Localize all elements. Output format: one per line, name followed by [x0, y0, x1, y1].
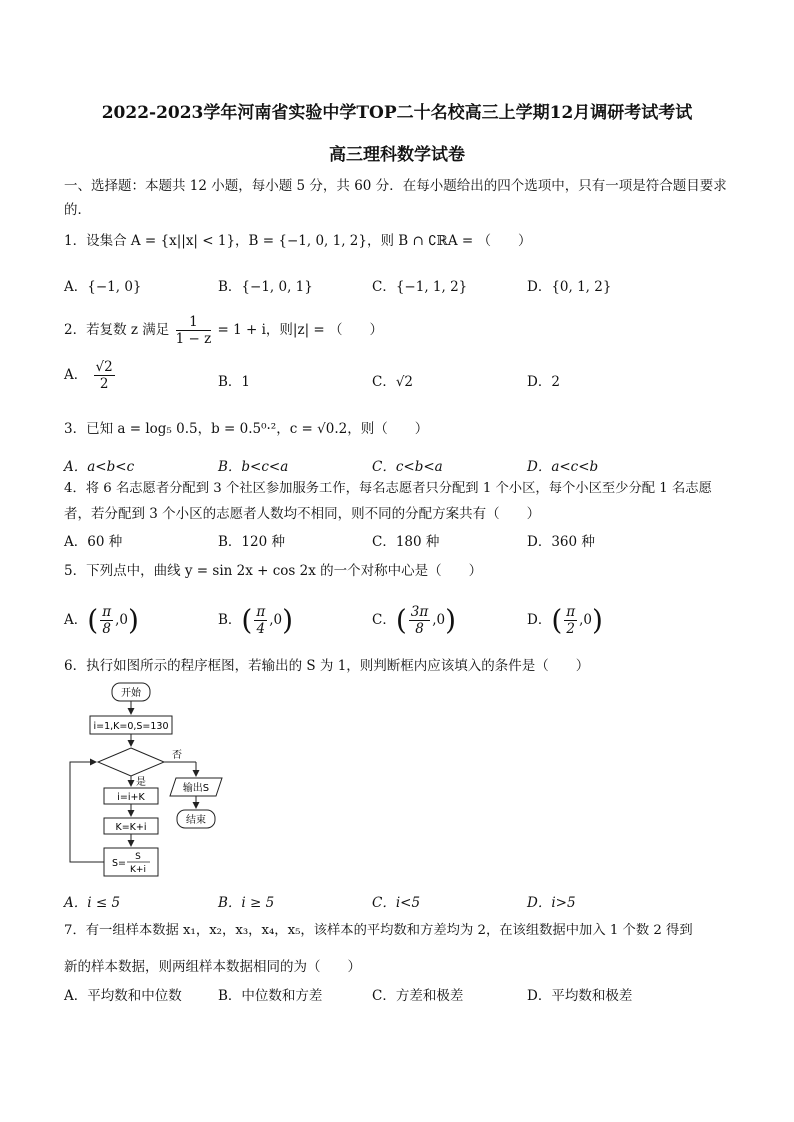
q5-option-d-lparen: (: [551, 603, 563, 637]
q3-option-c: C．c<b<a: [372, 459, 443, 475]
q5-option-a-fraction: [100, 604, 113, 637]
q6-option-c: C．i<5: [372, 895, 421, 911]
q4-option-c: C．180 种: [372, 534, 440, 550]
q2-stem-post: = 1 + i，则|z| = （ ）: [217, 322, 384, 338]
q6-option-b: B．i ≥ 5: [218, 895, 275, 911]
q2-option-b: B．1: [218, 374, 251, 390]
q5-option-c-lparen: (: [395, 603, 407, 637]
q5-option-a-lparen: (: [87, 603, 99, 637]
q5-option-b-rparen: ): [282, 603, 294, 637]
flow-output-label: 输出S: [182, 783, 210, 794]
flow-step2-label: K=K+i: [115, 822, 147, 833]
q5-option-b-label: B．: [218, 612, 242, 628]
q4-option-b: B．120 种: [218, 534, 285, 550]
q6-stem: 6．执行如图所示的程序框图，若输出的 S 为 1，则判断框内应该填入的条件是（ ）: [64, 658, 590, 674]
q5-option-b-lparen: (: [241, 603, 253, 637]
q3-option-b: B．b<c<a: [218, 459, 289, 475]
q5-option-c-zero: ,0: [432, 612, 446, 628]
q2-stem: [64, 313, 383, 347]
q5-option-a-rparen: ): [127, 603, 139, 637]
q7-option-d: D．平均数和极差: [527, 988, 633, 1004]
q5-option-d-rparen: ): [592, 603, 603, 637]
exam-title-line1: 2022-2023学年河南省实验中学TOP二十名校高三上学期12月调研考试考试: [101, 103, 693, 123]
q5-option-d-num: π: [566, 604, 576, 620]
q5-option-d-den: 2: [566, 621, 575, 637]
q6-option-d: D．i>5: [527, 895, 576, 911]
flow-no-label: 否: [172, 750, 182, 761]
q2-option-a-label: A．: [64, 367, 88, 383]
q2-option-a-den: 2: [99, 376, 109, 392]
q5-option-a-zero: ,0: [115, 612, 128, 628]
q5-option-a: [64, 601, 139, 640]
q1-option-a: A．{−1, 0}: [64, 279, 142, 295]
q5-option-d: [527, 601, 603, 640]
q5-option-d-zero: ,0: [579, 612, 593, 628]
q5-option-a-den: 8: [102, 621, 111, 637]
q6-flowchart: [64, 680, 284, 880]
q5-option-c: [372, 601, 456, 640]
q2-option-a-fraction: [94, 359, 115, 392]
q4-option-a: A．60 种: [64, 534, 123, 550]
q5-option-a-label: A．: [64, 612, 88, 628]
q5-option-c-num: 3π: [410, 604, 429, 620]
flow-yes-label: 是: [136, 777, 146, 788]
q1-stem: 1．设集合 A = {x||x| < 1}，B = {−1, 0, 1, 2}，则 B ∩ ∁ℝA = （ ）: [64, 233, 532, 249]
q6-option-a: A．i ≤ 5: [64, 895, 121, 911]
q2-option-c: C．√2: [372, 374, 414, 390]
q5-stem: 5．下列点中，曲线 y = sin 2x + cos 2x 的一个对称中心是（ ）: [64, 563, 483, 579]
q2-fraction: [176, 314, 212, 347]
q2-option-d: D．2: [527, 374, 560, 390]
q7-option-c: C．方差和极差: [372, 988, 464, 1004]
q5-option-b-num: π: [256, 604, 266, 620]
q7-option-a: A．平均数和中位数: [64, 988, 182, 1004]
q4-stem-line1: 4．将 6 名志愿者分配到 3 个社区参加服务工作，每名志愿者只分配到 1 个小区，每个小区至少分配 1 名志愿: [64, 481, 712, 496]
flow-init-label: i=1,K=0,S=130: [93, 721, 169, 732]
q7-stem-line2: 新的样本数据，则两组样本数据相同的为（ ）: [64, 959, 361, 975]
q5-option-d-fraction: [564, 604, 577, 637]
q2-frac-den: 1 − z: [175, 331, 212, 347]
q5-option-c-rparen: ): [445, 603, 457, 637]
flow-start-label: 开始: [121, 688, 141, 699]
q5-option-c-den: 8: [415, 621, 424, 637]
flow-step3-num: S: [135, 852, 141, 862]
q5-option-b: [218, 601, 293, 640]
q2-option-a-num: √2: [95, 359, 113, 375]
q1-option-c: C．{−1, 1, 2}: [372, 279, 468, 295]
q5-option-a-num: π: [102, 604, 112, 620]
section-intro-line1: 一、选择题：本题共 12 小题，每小题 5 分，共 60 分．在每小题给出的四个选项中，只有一项是符合题目要求: [64, 178, 727, 194]
q1-option-b: B．{−1, 0, 1}: [218, 279, 313, 295]
q3-stem: 3．已知 a = log₅ 0.5，b = 0.5⁰·²，c = √0.2，则（ ）: [64, 421, 429, 437]
q4-stem-line2: 者，若分配到 3 个小区的志愿者人数均不相同，则不同的分配方案共有（ ）: [64, 506, 541, 522]
q5-option-b-zero: ,0: [269, 612, 283, 628]
q5-option-b-fraction: [254, 604, 267, 637]
q5-option-b-den: 4: [256, 621, 266, 637]
q3-option-d: D．a<c<b: [527, 459, 599, 475]
section-intro-line2: 的．: [64, 202, 91, 218]
q1-option-d: D．{0, 1, 2}: [527, 279, 612, 295]
q2-option-a: [64, 358, 117, 392]
flow-step3-lhs: S=: [112, 858, 126, 869]
q4-option-d: D．360 种: [527, 534, 595, 550]
flow-decision-diamond: [98, 748, 164, 776]
q5-option-c-fraction: [409, 604, 430, 637]
exam-title-line2: 高三理科数学试卷: [329, 145, 465, 165]
q7-option-b: B．中位数和方差: [218, 988, 323, 1004]
q2-stem-pre: 2．若复数 z 满足: [64, 322, 170, 338]
q3-option-a: A．a<b<c: [64, 459, 135, 475]
flow-step3-den: K+i: [130, 865, 146, 875]
q7-stem-line1: 7．有一组样本数据 x₁，x₂，x₃，x₄，x₅，该样本的平均数和方差均为 2，在该组数据中加入 1 个数 2 得到: [64, 923, 693, 938]
flow-step1-label: i=i+K: [117, 792, 145, 803]
q5-option-d-label: D．: [527, 612, 552, 628]
flow-end-label: 结束: [186, 815, 206, 826]
q2-frac-num: 1: [176, 314, 212, 331]
q5-option-c-label: C．: [372, 612, 396, 628]
